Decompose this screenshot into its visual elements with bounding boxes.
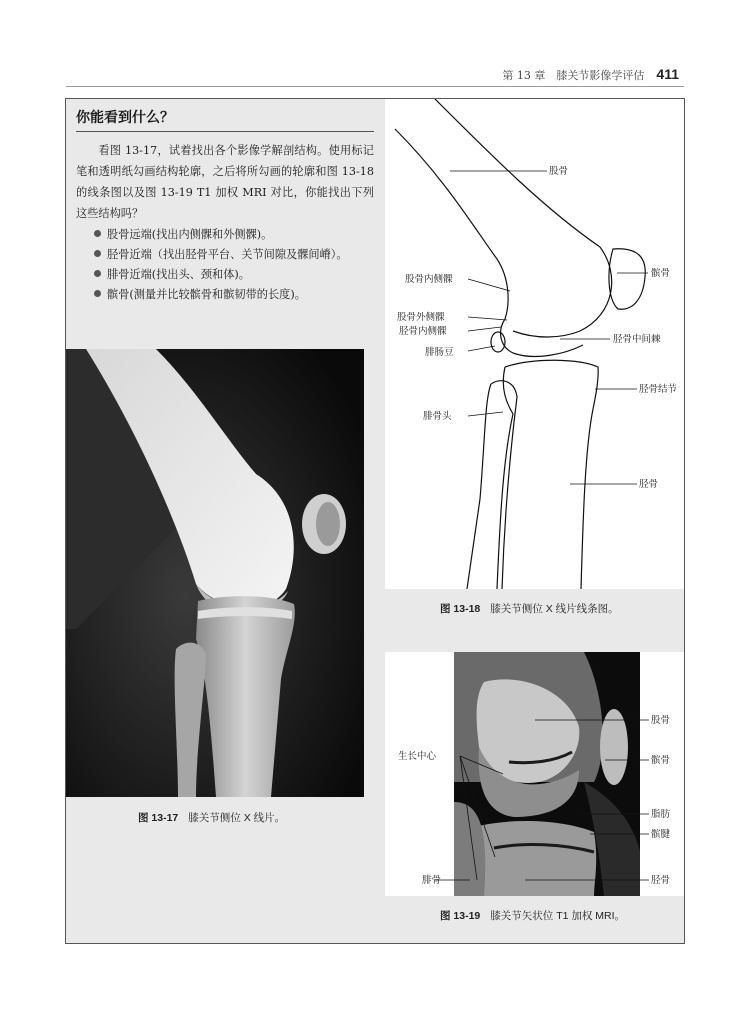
page-number: 411 [656,66,679,82]
bullet-icon [94,250,101,257]
question-paragraph: 看图 13-17，试着找出各个影像学解剖结构。使用标记笔和透明纸勾画结构轮廓，之后将所勾画的轮廓和图 13-18 的线条图以及图 13-19 T1 加权 MRI 对比，你能找出下列这些结构吗？ [76,144,374,220]
question-box [66,99,384,349]
header-rule [66,86,684,87]
label-fibular-head: 腓骨头 [423,411,452,422]
mri-labels-overlay [385,652,684,896]
figure-13-18-caption [440,601,619,616]
list-item-text: 腓骨近端(找出头、颈和体)。 [107,268,250,281]
figure-number: 图 13-19 [440,910,481,922]
list-item-text: 胫骨近端（找出胫骨平台、关节间隙及髁间嵴）。 [107,248,348,261]
mri-label-tibia: 胫骨 [651,875,671,886]
femur-outline-anterior [435,99,612,337]
mri-label-fibula: 腓骨 [422,875,442,886]
femur-outline-posterior [395,129,508,319]
list-item-text: 髌骨(测量并比较髌骨和髌韧带的长度)。 [107,288,306,301]
patella-outline [609,249,645,309]
list-item [76,285,374,305]
bullet-icon [94,290,101,297]
list-item [76,245,374,265]
label-femur-lateral-condyle: 股骨外侧髁 [397,312,445,323]
figure-13-19-caption [440,908,625,923]
mri-label-patella: 髌骨 [651,755,671,766]
bullet-icon [94,230,101,237]
label-tibia-medial-condyle: 胫骨内侧髁 [399,326,447,337]
label-intercondylar-eminence: 胫骨中间棘 [613,334,661,345]
fibula-outline [491,381,517,589]
figure-caption-text: 膝关节侧位 X 线片。 [188,812,286,824]
mri-label-fat-pad: 脂肪 [651,809,671,820]
chapter-title: 第 13 章 膝关节影像学评估 [502,69,645,82]
list-item-text: 股骨远端(找出内侧髁和外侧髁)。 [107,228,273,241]
knee-line-drawing [385,99,684,589]
structure-list [76,225,374,305]
label-tibia: 胫骨 [639,479,659,490]
list-item [76,225,374,245]
condyle-outline [501,319,583,357]
label-fabella: 腓肠豆 [425,347,454,358]
label-tibial-tuberosity: 胫骨结节 [639,384,678,395]
mri-label-growth-center: 生长中心 [398,751,437,762]
figure-number: 图 13-17 [138,812,179,824]
figure-caption-text: 膝关节矢状位 T1 加权 MRI。 [490,910,626,922]
label-femur: 股骨 [549,166,569,177]
figure-13-17-caption [138,810,285,825]
list-item [76,265,374,285]
bullet-icon [94,270,101,277]
label-patella: 髌骨 [651,268,671,279]
label-femur-medial-condyle: 股骨内侧髁 [405,274,453,285]
question-title: 你能看到什么？ [76,107,374,132]
tibia-anterior [505,360,598,589]
figure-caption-text: 膝关节侧位 X 线片线条图。 [490,603,619,615]
xray-illustration [66,349,364,797]
mri-label-patellar-tendon: 髌腱 [651,829,671,840]
mri-label-femur: 股骨 [651,715,671,726]
tibia-posterior [497,367,513,589]
knee-xray-image [66,349,364,797]
running-header [502,66,679,83]
line-drawing-svg [385,99,684,589]
figure-number: 图 13-18 [440,603,481,615]
